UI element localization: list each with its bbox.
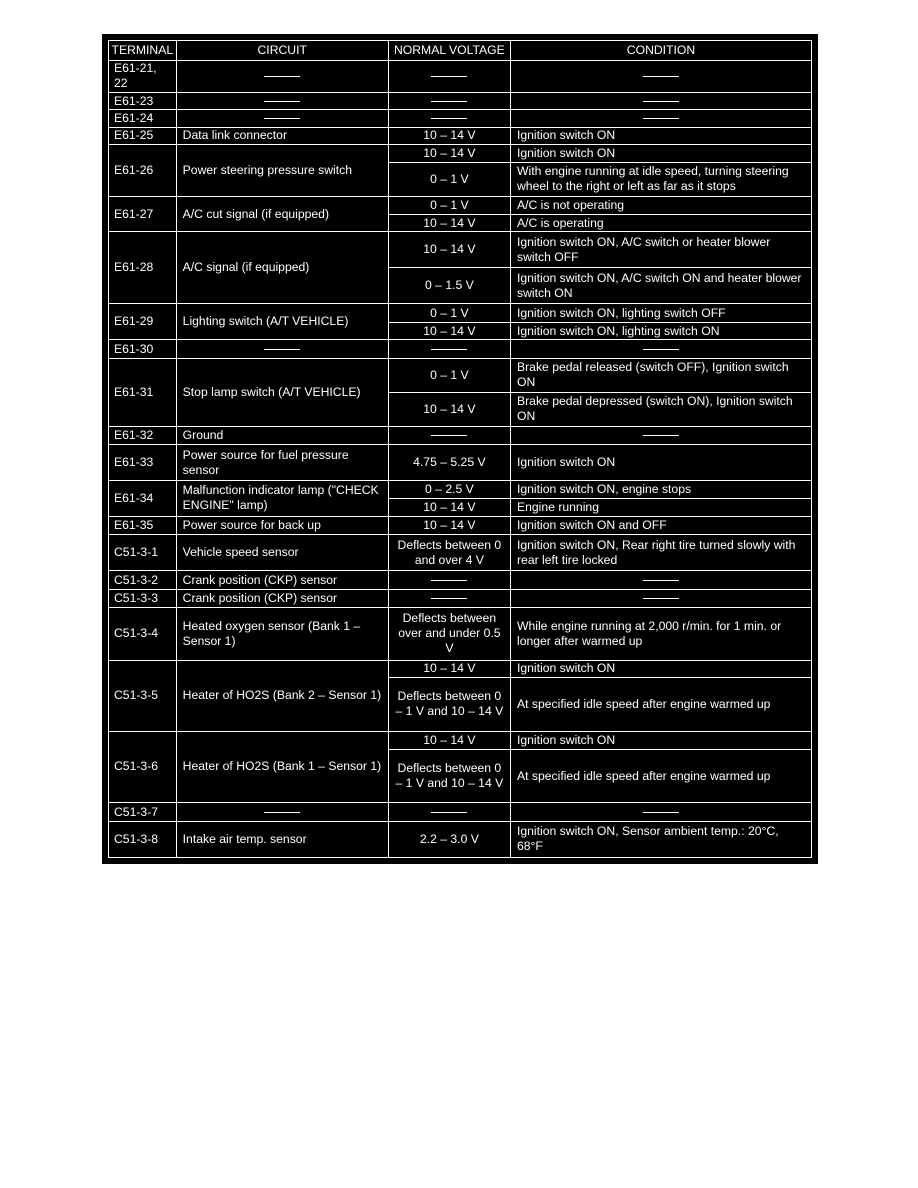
table-row	[109, 304, 812, 322]
circuit-cell-text: Ground	[182, 427, 224, 442]
header-row	[109, 41, 812, 61]
terminal-cell	[109, 145, 177, 196]
condition-cell	[510, 268, 811, 304]
terminal-cell-text: C51-3-1	[114, 545, 159, 560]
table-row	[109, 660, 812, 677]
voltage-cell-text: 10 – 14 V	[423, 215, 476, 230]
terminal-cell-text: E61-26	[114, 162, 154, 177]
voltage-cell	[388, 322, 510, 339]
circuit-cell	[176, 304, 388, 340]
condition-cell-text: Brake pedal released (switch OFF), Ignition switch ON	[516, 360, 789, 390]
terminal-cell	[109, 110, 177, 127]
condition-cell-text: Ignition switch ON, lighting switch ON	[516, 323, 720, 338]
circuit-cell	[176, 608, 388, 660]
voltage-cell	[388, 535, 510, 571]
table-row	[109, 358, 812, 392]
terminal-cell	[109, 61, 177, 93]
condition-cell	[510, 340, 811, 358]
table-row	[109, 608, 812, 660]
circuit-cell-text: Crank position (CKP) sensor	[182, 591, 338, 606]
circuit-cell	[176, 660, 388, 731]
terminal-cell	[109, 127, 177, 144]
voltage-cell	[388, 340, 510, 358]
empty-value-dash	[431, 349, 467, 350]
terminal-cell-text: E61-34	[114, 490, 154, 505]
terminal-cell-text: E61-25	[114, 128, 154, 143]
terminal-cell-text: C51-3-2	[114, 572, 159, 587]
condition-cell-text: Ignition switch ON	[516, 732, 616, 747]
circuit-cell	[176, 571, 388, 589]
table-row	[109, 803, 812, 821]
table-row	[109, 196, 812, 214]
circuit-cell-text: Heater of HO2S (Bank 2 – Sensor 1)	[182, 688, 382, 703]
empty-value-dash	[431, 812, 467, 813]
condition-cell-text: Ignition switch ON, Rear right tire turned slowly with rear left tire locked	[516, 537, 796, 567]
condition-cell	[510, 750, 811, 803]
circuit-cell-text: A/C cut signal (if equipped)	[182, 206, 329, 221]
empty-value-dash	[431, 101, 467, 102]
terminal-cell	[109, 516, 177, 534]
voltage-cell	[388, 678, 510, 731]
header-terminal: TERMINAL	[109, 41, 177, 61]
voltage-cell	[388, 426, 510, 444]
voltage-cell	[388, 196, 510, 214]
voltage-cell	[388, 268, 510, 304]
table-row	[109, 821, 812, 857]
header-circuit: CIRCUIT	[176, 41, 388, 61]
condition-cell	[510, 92, 811, 109]
condition-cell-text: Ignition switch ON	[516, 145, 616, 160]
empty-value-dash	[431, 580, 467, 581]
condition-cell	[510, 426, 811, 444]
voltage-cell-text: 0 – 2.5 V	[424, 482, 474, 497]
condition-cell-text: Ignition switch ON	[516, 455, 616, 469]
circuit-cell-text: Heater of HO2S (Bank 1 – Sensor 1)	[182, 759, 382, 774]
terminal-cell-text: C51-3-8	[114, 831, 159, 846]
terminal-voltage-table-sheet	[102, 34, 818, 864]
voltage-cell	[388, 750, 510, 803]
voltage-cell-text: Deflects between 0 – 1 V and 10 – 14 V	[395, 761, 504, 791]
table-row	[109, 480, 812, 498]
voltage-cell	[388, 304, 510, 322]
condition-cell-text: Ignition switch ON, lighting switch OFF	[516, 305, 726, 320]
voltage-cell	[388, 499, 510, 516]
condition-cell-text: With engine running at idle speed, turning steering wheel to the right or left as far as it stops	[516, 164, 789, 194]
empty-value-dash	[643, 435, 679, 436]
condition-cell-text: A/C is operating	[516, 215, 604, 230]
terminal-cell-text: E61-32	[114, 427, 154, 442]
voltage-cell-text: 10 – 14 V	[423, 500, 476, 515]
voltage-cell	[388, 358, 510, 392]
voltage-cell	[388, 127, 510, 144]
terminal-cell-text: E61-29	[114, 314, 154, 329]
condition-cell	[510, 322, 811, 339]
empty-value-dash	[643, 349, 679, 350]
empty-value-dash	[264, 76, 300, 77]
terminal-cell	[109, 340, 177, 358]
header-condition: CONDITION	[510, 41, 811, 61]
voltage-cell-text: Deflects between 0 and over 4 V	[397, 537, 502, 567]
circuit-cell-text: Power source for back up	[182, 518, 321, 533]
empty-value-dash	[431, 598, 467, 599]
terminal-cell-text: E61-33	[114, 455, 154, 469]
condition-cell	[510, 358, 811, 392]
empty-value-dash	[431, 435, 467, 436]
terminal-cell-text: C51-3-3	[114, 591, 159, 606]
circuit-cell	[176, 426, 388, 444]
circuit-cell	[176, 589, 388, 607]
voltage-cell-text: 4.75 – 5.25 V	[413, 455, 486, 469]
voltage-cell-text: 0 – 1 V	[430, 305, 469, 320]
terminal-cell	[109, 608, 177, 660]
header-normal-voltage: NORMAL VOLTAGE	[388, 41, 510, 61]
condition-cell-text: While engine running at 2,000 r/min. for 1 min. or longer after warmed up	[516, 618, 782, 648]
terminal-cell	[109, 660, 177, 731]
condition-cell	[510, 535, 811, 571]
table-row	[109, 92, 812, 109]
circuit-cell	[176, 145, 388, 196]
circuit-cell-text: Stop lamp switch (A/T VEHICLE)	[182, 384, 361, 399]
terminal-cell	[109, 589, 177, 607]
terminal-cell-text: C51-3-5	[114, 688, 159, 703]
terminal-cell	[109, 196, 177, 232]
condition-cell-text: A/C is not operating	[516, 197, 625, 212]
table-row	[109, 589, 812, 607]
condition-cell	[510, 821, 811, 857]
condition-cell	[510, 516, 811, 534]
circuit-cell-text: Lighting switch (A/T VEHICLE)	[182, 314, 349, 329]
circuit-cell	[176, 358, 388, 426]
terminal-cell-text: E61-28	[114, 260, 154, 275]
empty-value-dash	[643, 580, 679, 581]
condition-cell	[510, 571, 811, 589]
terminal-cell-text: E61-23	[114, 93, 154, 108]
condition-cell-text: At specified idle speed after engine warmed up	[516, 696, 771, 711]
voltage-cell	[388, 445, 510, 481]
voltage-cell-text: 10 – 14 V	[423, 661, 476, 676]
condition-cell-text: Ignition switch ON	[516, 661, 616, 676]
condition-cell-text: Engine running	[516, 500, 599, 515]
voltage-cell-text: Deflects between 0 – 1 V and 10 – 14 V	[395, 689, 504, 719]
terminal-cell-text: C51-3-6	[114, 759, 159, 774]
voltage-cell-text: 10 – 14 V	[423, 518, 476, 533]
empty-value-dash	[264, 101, 300, 102]
terminal-cell	[109, 358, 177, 426]
voltage-cell	[388, 608, 510, 660]
empty-value-dash	[264, 118, 300, 119]
voltage-cell	[388, 571, 510, 589]
voltage-cell	[388, 61, 510, 93]
terminal-cell	[109, 571, 177, 589]
circuit-cell	[176, 821, 388, 857]
condition-cell-text: Ignition switch ON, engine stops	[516, 482, 692, 497]
circuit-cell-text: A/C signal (if equipped)	[182, 260, 310, 275]
voltage-cell	[388, 145, 510, 162]
terminal-cell	[109, 445, 177, 481]
circuit-cell	[176, 516, 388, 534]
empty-value-dash	[264, 812, 300, 813]
terminal-cell	[109, 426, 177, 444]
empty-value-dash	[264, 349, 300, 350]
voltage-cell	[388, 516, 510, 534]
terminal-cell-text: C51-3-7	[114, 804, 159, 819]
terminal-cell	[109, 92, 177, 109]
voltage-cell	[388, 215, 510, 232]
terminal-cell-text: E61-30	[114, 341, 154, 356]
table-row	[109, 340, 812, 358]
circuit-cell	[176, 731, 388, 803]
circuit-cell	[176, 127, 388, 144]
voltage-cell-text: 0 – 1 V	[430, 171, 469, 186]
condition-cell	[510, 445, 811, 481]
voltage-cell	[388, 232, 510, 268]
condition-cell	[510, 731, 811, 749]
condition-cell	[510, 127, 811, 144]
circuit-cell-text: Malfunction indicator lamp ("CHECK ENGINE" lamp)	[182, 483, 379, 513]
circuit-cell	[176, 445, 388, 481]
terminal-cell	[109, 535, 177, 571]
voltage-cell-text: 10 – 14 V	[423, 323, 476, 338]
circuit-cell	[176, 196, 388, 232]
voltage-cell	[388, 731, 510, 749]
terminal-cell	[109, 232, 177, 304]
condition-cell-text: Brake pedal depressed (switch ON), Ignition switch ON	[516, 394, 793, 424]
condition-cell	[510, 162, 811, 196]
condition-cell	[510, 392, 811, 426]
condition-cell	[510, 215, 811, 232]
table-row	[109, 445, 812, 481]
table-row	[109, 232, 812, 268]
voltage-cell-text: Deflects between over and under 0.5 V	[398, 611, 501, 656]
terminal-voltage-table	[108, 40, 812, 858]
circuit-cell	[176, 480, 388, 516]
condition-cell	[510, 678, 811, 731]
empty-value-dash	[431, 76, 467, 77]
voltage-cell	[388, 392, 510, 426]
terminal-cell	[109, 803, 177, 821]
voltage-cell-text: 0 – 1 V	[430, 197, 469, 212]
voltage-cell	[388, 480, 510, 498]
empty-value-dash	[643, 812, 679, 813]
table-row	[109, 145, 812, 162]
voltage-cell	[388, 660, 510, 677]
voltage-cell-text: 10 – 14 V	[423, 242, 476, 257]
terminal-cell-text: E61-31	[114, 384, 154, 399]
circuit-cell-text: Crank position (CKP) sensor	[182, 572, 338, 587]
voltage-cell	[388, 821, 510, 857]
circuit-cell	[176, 803, 388, 821]
voltage-cell-text: 10 – 14 V	[423, 145, 476, 160]
voltage-cell	[388, 589, 510, 607]
condition-cell-text: At specified idle speed after engine warmed up	[516, 768, 771, 783]
voltage-cell	[388, 92, 510, 109]
condition-cell	[510, 145, 811, 162]
circuit-cell	[176, 110, 388, 127]
terminal-cell-text: E61-24	[114, 111, 154, 125]
voltage-cell-text: 10 – 14 V	[423, 401, 476, 416]
table-row	[109, 516, 812, 534]
condition-cell	[510, 608, 811, 660]
circuit-cell	[176, 535, 388, 571]
circuit-cell-text: Data link connector	[182, 128, 287, 143]
table-row	[109, 61, 812, 93]
table-row	[109, 571, 812, 589]
condition-cell	[510, 660, 811, 677]
circuit-cell-text: Intake air temp. sensor	[182, 831, 307, 846]
condition-cell	[510, 61, 811, 93]
condition-cell	[510, 803, 811, 821]
circuit-cell-text: Heated oxygen sensor (Bank 1 – Sensor 1)	[182, 618, 361, 648]
table-row	[109, 426, 812, 444]
terminal-cell-text: E61-27	[114, 206, 154, 221]
voltage-cell-text: 10 – 14 V	[423, 732, 476, 747]
terminal-cell	[109, 480, 177, 516]
circuit-cell-text: Power steering pressure switch	[182, 162, 353, 177]
empty-value-dash	[643, 598, 679, 599]
empty-value-dash	[643, 101, 679, 102]
circuit-cell-text: Power source for fuel pressure sensor	[182, 447, 349, 477]
voltage-cell-text: 0 – 1 V	[430, 367, 469, 382]
empty-value-dash	[431, 118, 467, 119]
terminal-cell	[109, 304, 177, 340]
table-row	[109, 535, 812, 571]
condition-cell	[510, 589, 811, 607]
condition-cell	[510, 480, 811, 498]
condition-cell	[510, 196, 811, 214]
condition-cell-text: Ignition switch ON, Sensor ambient temp.: 20°C, 68°F	[516, 824, 779, 854]
table-row	[109, 127, 812, 144]
voltage-cell	[388, 110, 510, 127]
table-row	[109, 110, 812, 127]
condition-cell	[510, 232, 811, 268]
voltage-cell-text: 0 – 1.5 V	[424, 278, 474, 293]
terminal-cell	[109, 821, 177, 857]
table-row	[109, 731, 812, 749]
condition-cell	[510, 110, 811, 127]
circuit-cell	[176, 61, 388, 93]
terminal-cell-text: E61-35	[114, 518, 154, 533]
condition-cell-text: Ignition switch ON	[516, 128, 616, 143]
condition-cell-text: Ignition switch ON and OFF	[516, 518, 667, 533]
voltage-cell-text: 10 – 14 V	[423, 128, 476, 143]
voltage-cell-text: 2.2 – 3.0 V	[419, 831, 479, 846]
circuit-cell	[176, 340, 388, 358]
circuit-cell	[176, 92, 388, 109]
circuit-cell	[176, 232, 388, 304]
condition-cell	[510, 304, 811, 322]
empty-value-dash	[643, 118, 679, 119]
condition-cell-text: Ignition switch ON, A/C switch or heater blower switch OFF	[516, 234, 771, 264]
voltage-cell	[388, 803, 510, 821]
terminal-cell	[109, 731, 177, 803]
terminal-cell-text: E61-21, 22	[114, 61, 157, 91]
circuit-cell-text: Vehicle speed sensor	[182, 545, 299, 560]
empty-value-dash	[643, 76, 679, 77]
condition-cell-text: Ignition switch ON, A/C switch ON and heater blower switch ON	[516, 270, 802, 300]
terminal-cell-text: C51-3-4	[114, 626, 159, 641]
voltage-cell	[388, 162, 510, 196]
condition-cell	[510, 499, 811, 516]
